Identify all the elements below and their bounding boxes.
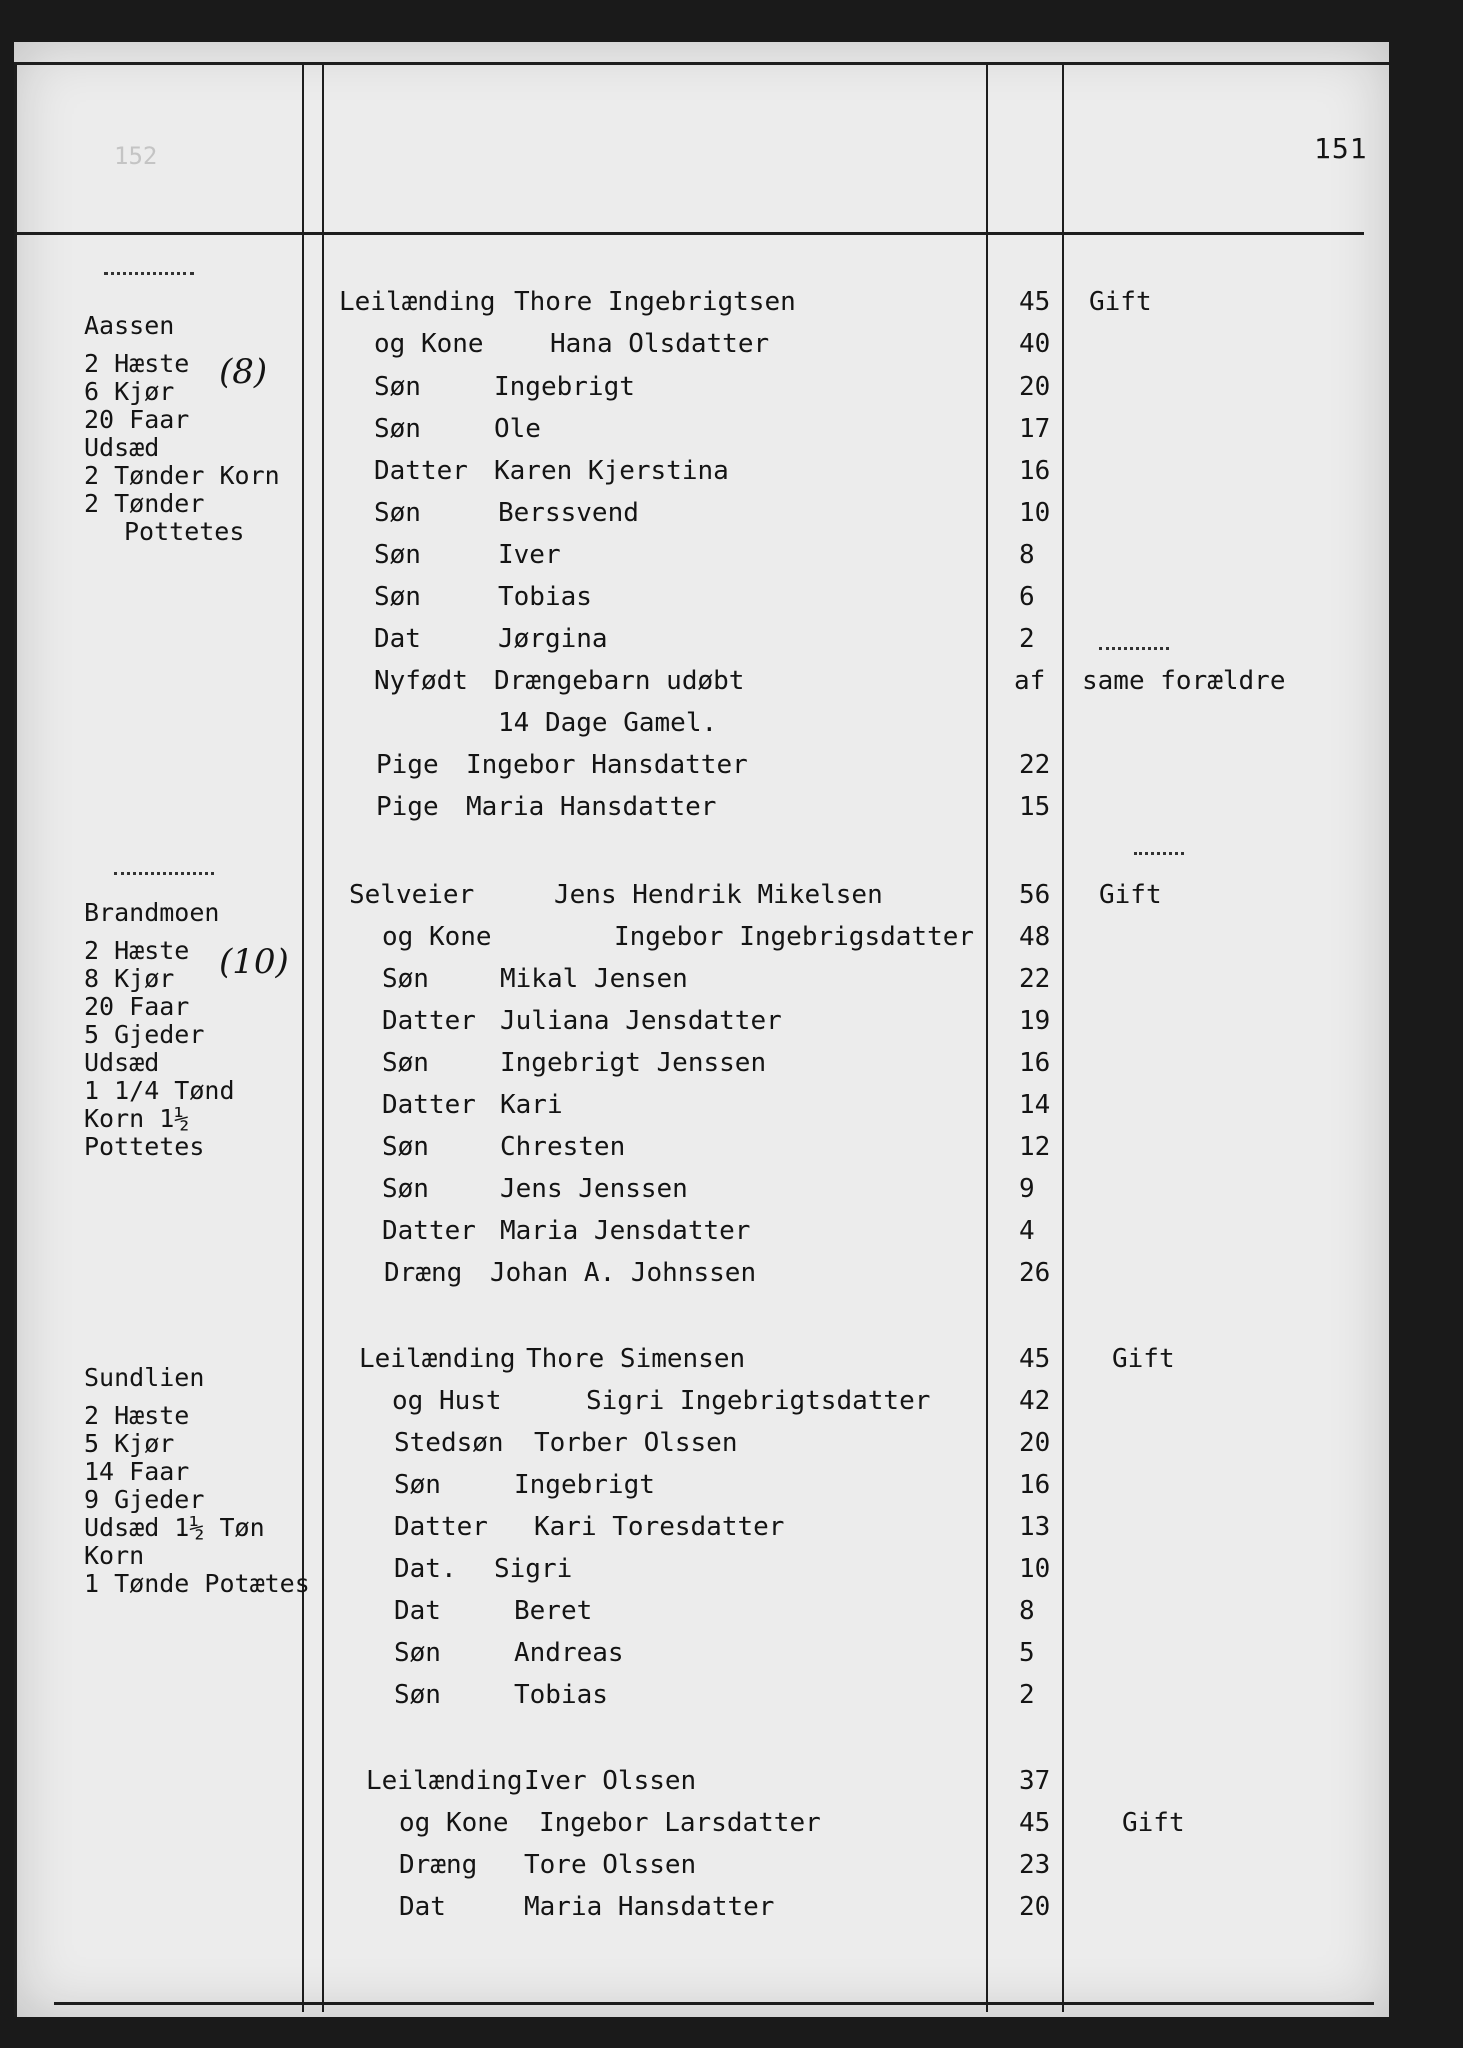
person-age: 20 [1019,1892,1051,1922]
person-role: Dat [399,1892,446,1922]
person-age: 20 [1019,1428,1051,1458]
person-name: Iver [498,540,561,570]
person-status: Gift [1099,880,1162,910]
person-name: Jens Hendrik Mikelsen [554,880,883,910]
top-rule [14,62,1389,65]
person-role: Søn [374,372,421,402]
header-rule [14,232,1364,235]
person-role: Nyfødt [374,666,468,696]
farm-holding-line: 5 Gjeder [84,1020,205,1049]
person-age: 26 [1019,1258,1051,1288]
column-rule-3 [1062,62,1064,2012]
person-name: Sigri Ingebrigtsdatter [586,1386,931,1416]
person-name: Ingebor Larsdatter [539,1808,821,1838]
person-name: Jørgina [498,624,608,654]
person-age: 2 [1019,1680,1035,1710]
person-status: Gift [1112,1344,1175,1374]
person-age: 15 [1019,792,1051,822]
person-role: Søn [394,1470,441,1500]
person-age: 10 [1019,498,1051,528]
person-role: Dat. [394,1554,457,1584]
person-role: Pige [376,792,439,822]
farm-holding-line: Korn 1½ [84,1104,190,1133]
person-role: Søn [382,1174,429,1204]
farm-holding-line: 9 Gjeder [84,1485,205,1514]
farm-name: Sundlien [84,1363,205,1392]
person-name: Sigri [494,1554,573,1584]
person-name: Kari Toresdatter [534,1512,785,1542]
person-age: 17 [1019,414,1051,444]
farm-holding-line: 6 Kjør [84,377,175,406]
person-role: Dræng [384,1258,463,1288]
person-age: 20 [1019,372,1051,402]
person-age: 48 [1019,922,1051,952]
person-name: Hana Olsdatter [550,329,770,359]
person-name: Ingebrigt Jenssen [500,1048,767,1078]
person-name: Berssvend [498,498,639,528]
person-age: 45 [1019,1344,1051,1374]
person-role: Datter [382,1216,476,1246]
person-name: Juliana Jensdatter [500,1006,782,1036]
person-role: Søn [374,582,421,612]
person-role: Stedsøn [394,1428,504,1458]
person-age: 40 [1019,329,1051,359]
person-age: 10 [1019,1554,1051,1584]
person-name: Kari [500,1090,563,1120]
person-role: Leilænding [339,287,496,317]
section-separator [1099,647,1169,650]
person-age: 14 [1019,1090,1051,1120]
person-status: same forældre [1082,666,1286,696]
person-name: Ingebor Ingebrigsdatter [614,922,975,952]
person-name: Jens Jenssen [500,1174,688,1204]
census-page [14,42,1389,2017]
person-role: og Kone [374,329,484,359]
person-age: 12 [1019,1132,1051,1162]
person-age: 45 [1019,287,1051,317]
farm-holding-line: Udsæd [84,433,160,462]
person-name: Maria Hansdatter [524,1892,775,1922]
person-role: Datter [374,456,468,486]
person-status: Gift [1089,287,1152,317]
bottom-rule [54,2002,1374,2005]
person-role: Datter [394,1512,488,1542]
person-name: Thore Simensen [526,1344,746,1374]
person-name: Ingebrigt [494,372,635,402]
person-name: Thore Ingebrigtsen [514,287,796,317]
farm-holding-line: 14 Faar [84,1457,190,1486]
person-status: Gift [1122,1808,1185,1838]
farm-holding-line: Udsæd [84,1048,160,1077]
person-age: 19 [1019,1006,1051,1036]
person-role: Selveier [349,880,475,910]
person-name: Ingebor Hansdatter [466,750,748,780]
person-role: Dræng [399,1850,478,1880]
person-name: Tobias [514,1680,608,1710]
person-age: 6 [1019,582,1035,612]
farm-holding-line: 1 1/4 Tønd [84,1076,235,1105]
handwritten-annotation: (8) [219,352,268,392]
person-age: 22 [1019,750,1051,780]
person-role: Søn [382,1132,429,1162]
person-role: Søn [394,1638,441,1668]
column-rule-2 [986,62,988,2012]
person-role: og Hust [392,1386,502,1416]
person-age: 2 [1019,624,1035,654]
column-rule-1a [302,62,304,2012]
person-age: 4 [1019,1216,1035,1246]
page-number: 151 [1314,132,1368,165]
section-separator [104,272,194,275]
person-name: Torber Olssen [534,1428,738,1458]
person-age: 13 [1019,1512,1051,1542]
person-name: Maria Jensdatter [500,1216,751,1246]
farm-holding-line: 20 Faar [84,405,190,434]
farm-holding-line: 20 Faar [84,992,190,1021]
farm-name: Aassen [84,311,175,340]
person-age: 5 [1019,1638,1035,1668]
person-role: Datter [382,1090,476,1120]
person-name: Ole [494,414,541,444]
person-name: Beret [514,1596,593,1626]
person-age: 8 [1019,1596,1035,1626]
farm-holding-line: 2 Hæste [84,936,190,965]
farm-holding-line: Pottetes [84,1132,205,1161]
bleed-through-number: 152 [114,142,158,170]
person-role: og Kone [399,1808,509,1838]
person-name: Mikal Jensen [500,964,688,994]
person-age: af [1014,666,1046,696]
section-separator [1134,852,1184,855]
person-age: 16 [1019,456,1051,486]
farm-holding-line: Pottetes [124,517,245,546]
person-role: Søn [374,540,421,570]
person-name: Andreas [514,1638,624,1668]
person-name: 14 Dage Gamel. [498,708,718,738]
farm-holding-line: 5 Kjør [84,1429,175,1458]
person-role: Søn [394,1680,441,1710]
farm-holding-line: Korn [84,1541,145,1570]
farm-holding-line: 2 Hæste [84,1401,190,1430]
person-name: Karen Kjerstina [494,456,729,486]
farm-holding-line: 8 Kjør [84,964,175,993]
handwritten-annotation: (10) [219,942,289,982]
section-separator [114,872,214,875]
person-role: Søn [374,498,421,528]
person-name: Iver Olssen [524,1766,697,1796]
person-age: 9 [1019,1174,1035,1204]
person-role: Datter [382,1006,476,1036]
person-role: og Kone [382,922,492,952]
person-age: 45 [1019,1808,1051,1838]
person-age: 22 [1019,964,1051,994]
person-name: Drængebarn udøbt [494,666,745,696]
person-name: Tore Olssen [524,1850,697,1880]
person-age: 16 [1019,1048,1051,1078]
person-role: Søn [374,414,421,444]
farm-holding-line: 2 Tønder Korn [84,461,280,490]
person-role: Søn [382,1048,429,1078]
person-age: 23 [1019,1850,1051,1880]
person-age: 37 [1019,1766,1051,1796]
left-border [14,62,17,2017]
person-role: Pige [376,750,439,780]
farm-holding-line: 1 Tønde Potætes [84,1569,310,1598]
person-role: Dat [374,624,421,654]
person-name: Ingebrigt [514,1470,655,1500]
person-role: Leilænding [366,1766,523,1796]
person-name: Johan A. Johnssen [490,1258,757,1288]
farm-holding-line: Udsæd 1½ Tøn [84,1513,265,1542]
person-age: 16 [1019,1470,1051,1500]
person-role: Leilænding [359,1344,516,1374]
person-age: 42 [1019,1386,1051,1416]
person-age: 56 [1019,880,1051,910]
person-name: Chresten [500,1132,626,1162]
column-rule-1b [322,62,324,2012]
farm-name: Brandmoen [84,898,220,927]
farm-holding-line: 2 Hæste [84,349,190,378]
person-name: Tobias [498,582,592,612]
person-role: Dat [394,1596,441,1626]
farm-holding-line: 2 Tønder [84,489,205,518]
person-name: Maria Hansdatter [466,792,717,822]
person-role: Søn [382,964,429,994]
person-age: 8 [1019,540,1035,570]
